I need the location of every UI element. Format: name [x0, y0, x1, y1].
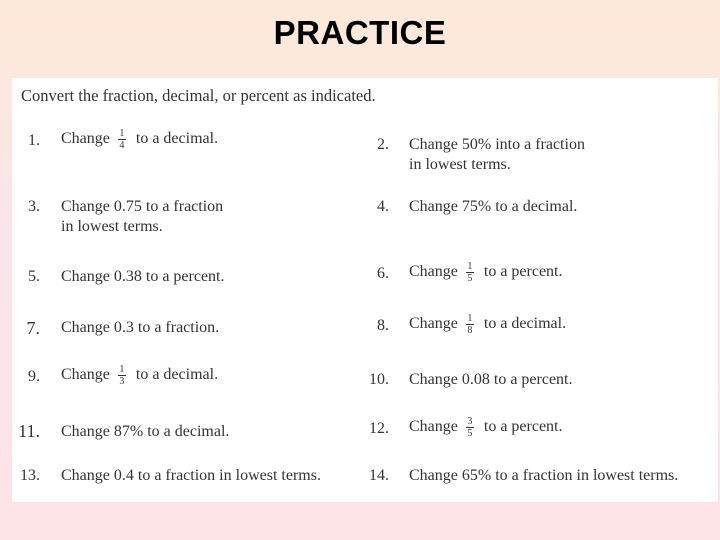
- problem-number: 8.: [377, 317, 389, 334]
- problem-number: 12.: [369, 420, 389, 437]
- fraction: $\frac{1}{3}$: [119, 364, 125, 387]
- problem-text: Change 0.3 to a fraction.: [61, 319, 220, 336]
- problem-text: Change $\frac{3}{5}$ to a percent.: [409, 416, 563, 439]
- slide-title: PRACTICE: [273, 14, 447, 51]
- problem-text: Change 0.4 to a fraction in lowest terms.: [61, 467, 321, 484]
- problem-text-line-2: in lowest terms.: [61, 218, 163, 235]
- problem-text-line-1: Change 0.75 to a fraction: [61, 198, 224, 215]
- problem-text: Change 0.38 to a percent.: [61, 268, 225, 285]
- problem-number: 7.: [26, 318, 40, 338]
- problem-number: 10.: [369, 371, 389, 388]
- problem-number: 5.: [28, 268, 40, 285]
- worksheet-image: [12, 78, 718, 502]
- fraction: $\frac{1}{4}$: [119, 128, 125, 151]
- problem-number: 4.: [377, 198, 389, 215]
- problem-number: 13.: [20, 467, 40, 484]
- problem-text: Change $\frac{1}{3}$ to a decimal.: [61, 364, 219, 387]
- fraction: $\frac{1}{5}$: [467, 261, 473, 284]
- problem-text: Change $\frac{1}{4}$ to a decimal.: [61, 128, 219, 151]
- problem-number: 9.: [28, 368, 40, 385]
- problem-text: Change $\frac{1}{5}$ to a percent.: [409, 261, 563, 284]
- problem-number: 1.: [28, 132, 40, 149]
- problem-number: 14.: [369, 467, 389, 484]
- problem-text: Change 75% to a decimal.: [409, 198, 578, 215]
- problem-number: 11.: [18, 421, 40, 441]
- problem-number: 3.: [28, 198, 40, 215]
- fraction: $\frac{3}{5}$: [467, 416, 473, 439]
- problem-text: Change 65% to a fraction in lowest terms.: [409, 467, 679, 484]
- problem-number: 2.: [377, 136, 389, 153]
- problem-text: Change $\frac{1}{8}$ to a decimal.: [409, 313, 567, 336]
- problem-text-line-2: in lowest terms.: [409, 156, 511, 173]
- problem-text: Change 87% to a decimal.: [61, 423, 230, 440]
- fraction: $\frac{1}{8}$: [467, 313, 473, 336]
- problem-text-line-1: Change 50% into a fraction: [409, 136, 585, 153]
- problem-number: 6.: [377, 265, 389, 282]
- problem-text: Change 0.08 to a percent.: [409, 371, 573, 388]
- instructions: Convert the fraction, decimal, or percent as indicated.: [21, 86, 376, 105]
